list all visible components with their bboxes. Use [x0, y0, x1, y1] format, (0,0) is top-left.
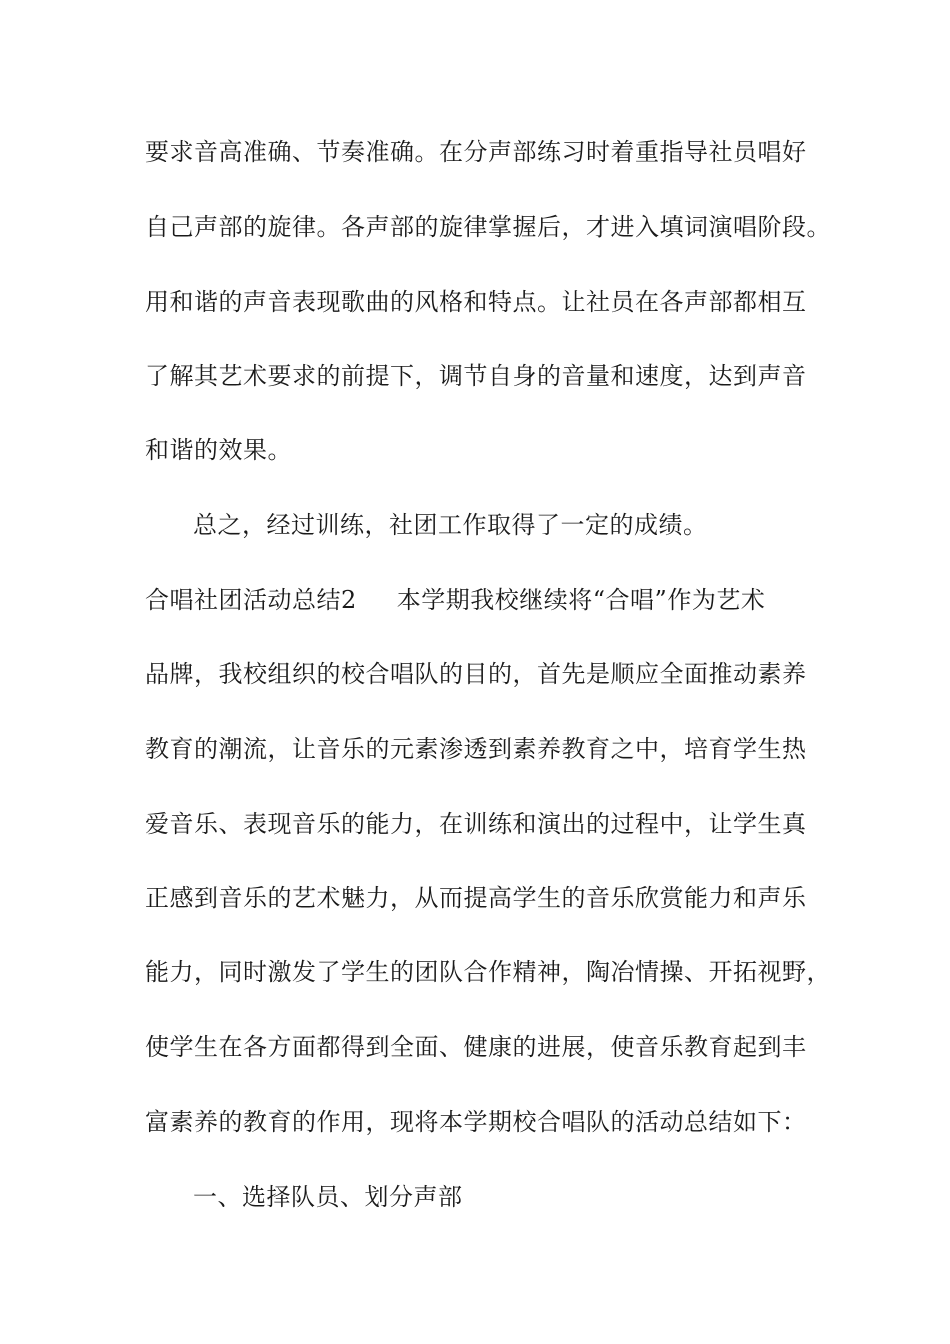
- section-title: 合唱社团活动总结2: [145, 586, 357, 614]
- paragraph-line: 了解其艺术要求的前提下，调节自身的音量和速度，达到声音: [145, 362, 807, 390]
- paragraph-start: 本学期我校继续将“合唱”作为艺术: [396, 586, 766, 614]
- paragraph-line: 总之，经过训练，社团工作取得了一定的成绩。: [193, 511, 708, 539]
- paragraph-line: 使学生在各方面都得到全面、健康的进展，使音乐教育起到丰: [145, 1033, 807, 1061]
- paragraph-line: 能力，同时激发了学生的团队合作精神，陶冶情操、开拓视野，: [145, 958, 831, 986]
- paragraph-line: 用和谐的声音表现歌曲的风格和特点。让社员在各声部都相互: [145, 288, 807, 316]
- paragraph-line: 富素养的教育的作用，现将本学期校合唱队的活动总结如下：: [145, 1108, 807, 1136]
- paragraph-line: 品牌，我校组织的校合唱队的目的，首先是顺应全面推动素养: [145, 660, 807, 688]
- paragraph-line: 自己声部的旋律。各声部的旋律掌握后，才进入填词演唱阶段。: [145, 213, 831, 241]
- paragraph-line: 教育的潮流，让音乐的元素渗透到素养教育之中，培育学生热: [145, 735, 807, 763]
- subheading-line: 一、选择队员、划分声部: [193, 1183, 463, 1211]
- paragraph-line: 正感到音乐的艺术魅力，从而提高学生的音乐欣赏能力和声乐: [145, 884, 807, 912]
- paragraph-line: 要求音高准确、节奏准确。在分声部练习时着重指导社员唱好: [145, 138, 807, 166]
- section-heading-line: [145, 584, 765, 616]
- paragraph-line: 和谐的效果。: [145, 436, 292, 464]
- paragraph-line: 爱音乐、表现音乐的能力，在训练和演出的过程中，让学生真: [145, 810, 807, 838]
